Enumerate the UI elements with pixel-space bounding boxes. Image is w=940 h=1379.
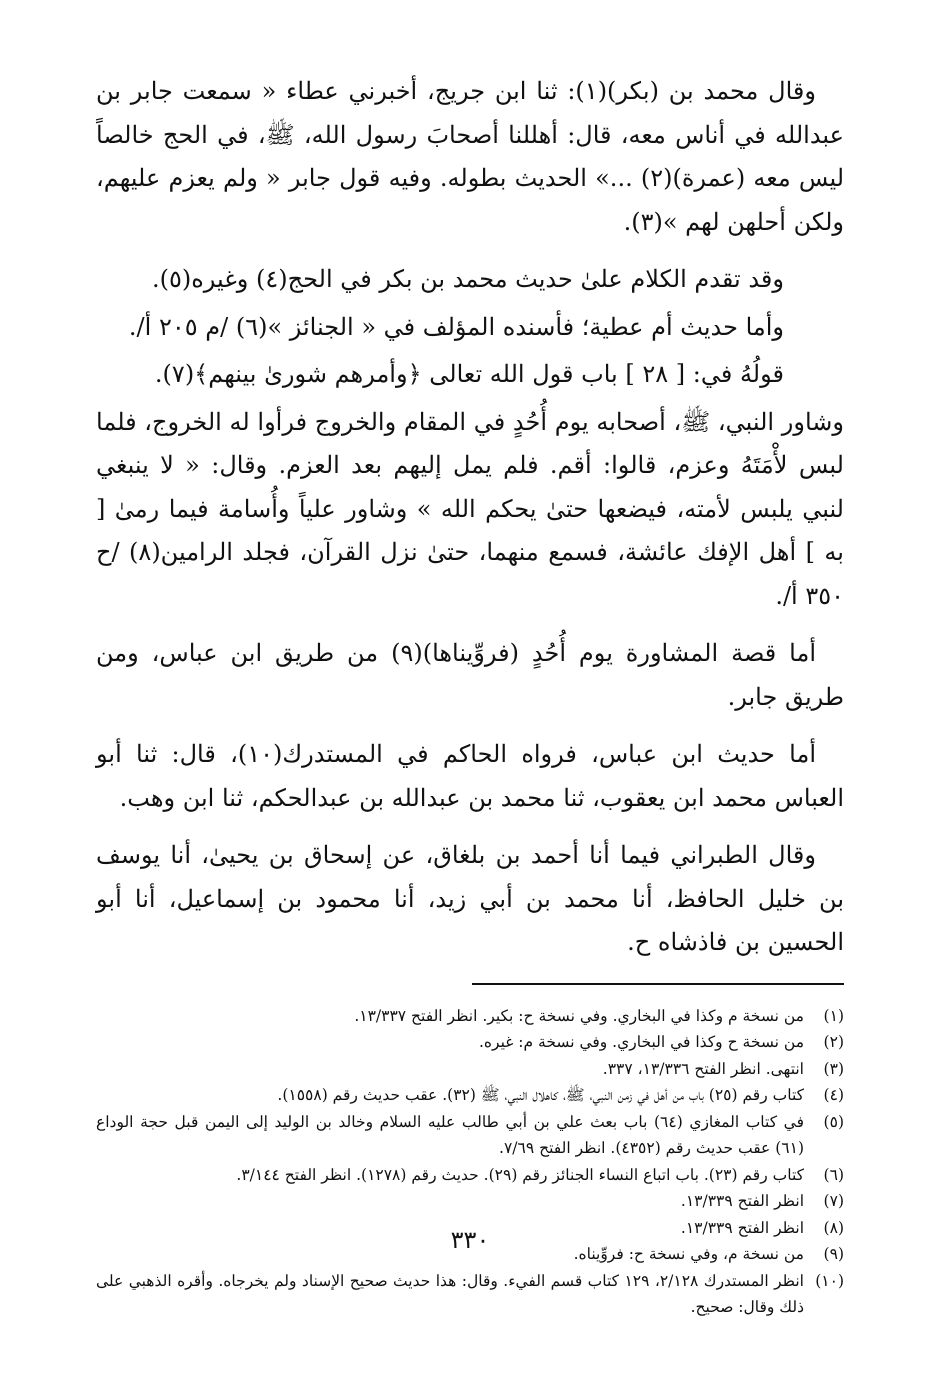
footnote-text: كتاب رقم (٢٣). باب اتباع النساء الجنائز رقم (٢٩). حديث رقم (١٢٧٨). انظر الفتح ٣/١٤٤. (236, 1165, 804, 1184)
footnote-text: في كتاب المغازي (٦٤) باب بعث علي بن أبي طالب عليه السلام وخالد بن الوليد إلى اليمن قبل حجة الوداع (٦١) عقب حديث رقم (٤٣٥٢). انظر الفتح ٧/٦٩. (96, 1112, 804, 1157)
paragraph-7: أما حديث ابن عباس، فرواه الحاكم في المستدرك(١٠)، قال: ثنا أبو العباس محمد ابن يعقوب، ثنا محمد بن عبدالله بن عبدالحكم، ثنا ابن وهب. (96, 740, 844, 812)
footnote-number: (٣) (823, 1059, 844, 1078)
paragraph-2: وقد تقدم الكلام علىٰ حديث محمد بن بكر في الحج(٤) وغيره(٥). (151, 265, 784, 293)
page-number: ٣٣٠ (450, 1226, 490, 1254)
footnote-text: من نسخة م وكذا في البخاري. وفي نسخة ح: بكير. انظر الفتح ١٣/٣٣٧. (354, 1006, 804, 1025)
footnote-number: (٧) (823, 1192, 844, 1210)
footnote (96, 1082, 844, 1109)
footnotes (96, 1003, 844, 1321)
footnote (96, 1029, 844, 1056)
footnote (96, 1056, 844, 1083)
footnote (96, 1109, 844, 1162)
footnote-text: كتاب رقم (٢٥) باب من أهل في زمن النبي، ﷺ، كاهلال النبي، ﷺ (٣٢). عقب حديث رقم (١٥٥٨). (277, 1086, 804, 1104)
footnote-text: انظر الفتح ١٣/٣٣٩. (680, 1192, 804, 1210)
footnote (96, 1188, 844, 1215)
footnote (96, 1003, 844, 1030)
footnote-number: (٨) (823, 1218, 844, 1237)
paragraph-6: أما قصة المشاورة يوم أُحُدٍ (فروِّيناها)(٩) من طريق ابن عباس، ومن طريق جابر. (96, 639, 844, 711)
main-text (96, 70, 844, 965)
paragraph-5: وشاور النبي، ﷺ، أصحابه يوم أُحُدٍ في المقام والخروج فرأوا له الخروج، فلما لبس لأْمَتَهُ وعزم، قالوا: أقم. فلم يمل إليهم بعد العزم. وقال: « لا ينبغي لنبي يلبس لأمته، فيضعها حتىٰ يحكم الله » وشاور علياً وأُسامة فيما رمىٰ [ به ] أهل الإفك عائشة، فسمع منهما، حتىٰ نزل القرآن، فجلد الرامين(٨) /ح ٣٥٠ أ/. (96, 407, 844, 610)
footnote-number: (٥) (823, 1112, 844, 1131)
footnote-text: من نسخة ح وكذا في البخاري. وفي نسخة م: غيره. (479, 1033, 804, 1051)
paragraph-1: وقال محمد بن (بكر)(١): ثنا ابن جريج، أخبرني عطاء « سمعت جابر بن عبدالله في أناس معه، قال: أهللنا أصحابَ رسول الله، ﷺ، في الحج خالصاً ليس معه (عمرة)(٢) ...» الحديث بطوله. وفيه قول جابر « ولم يعزم عليهم، ولكن أحلهن لهم »(٣). (96, 77, 845, 236)
chapter-heading: قولُهُ في: [ ٢٨ ] باب قول الله تعالى ﴿وأمرهم شورىٰ بينهم﴾(٧). (154, 360, 784, 388)
footnote-divider (472, 983, 844, 985)
footnote-number: (٢) (823, 1033, 844, 1051)
footnote-text: من نسخة م، وفي نسخة ح: فروِّيناه. (573, 1245, 804, 1263)
footnote-number: (٦) (823, 1165, 844, 1184)
footnote-number: (١) (823, 1006, 844, 1025)
footnote-number: (٤) (823, 1086, 844, 1104)
footnote-text: انظر الفتح ١٣/٣٣٩. (680, 1218, 804, 1237)
paragraph-3: وأما حديث أم عطية؛ فأسنده المؤلف في « الجنائز »(٦) /م ٢٠٥ أ/. (128, 312, 784, 341)
footnote (96, 1268, 844, 1321)
footnote (96, 1162, 844, 1189)
footnote-text: انتهى. انظر الفتح ١٣/٣٣٦، ٣٣٧. (602, 1059, 804, 1078)
footnote-text: انظر المستدرك ٢/١٢٨، ١٢٩ كتاب قسم الفيء. وقال: هذا حديث صحيح الإسناد ولم يخرجاه. وأقره الذهبي على ذلك وقال: صحيح. (96, 1271, 804, 1316)
footnote-number: (٩) (823, 1245, 844, 1263)
paragraph-8: وقال الطبراني فيما أنا أحمد بن بلغاق، عن إسحاق بن يحيىٰ، أنا يوسف بن خليل الحافظ، أنا محمد بن أبي زيد، أنا محمود بن إسماعيل، أنا أبو الحسين بن فاذشاه ح. (96, 841, 844, 956)
footnote-number: (١٠) (815, 1271, 844, 1290)
